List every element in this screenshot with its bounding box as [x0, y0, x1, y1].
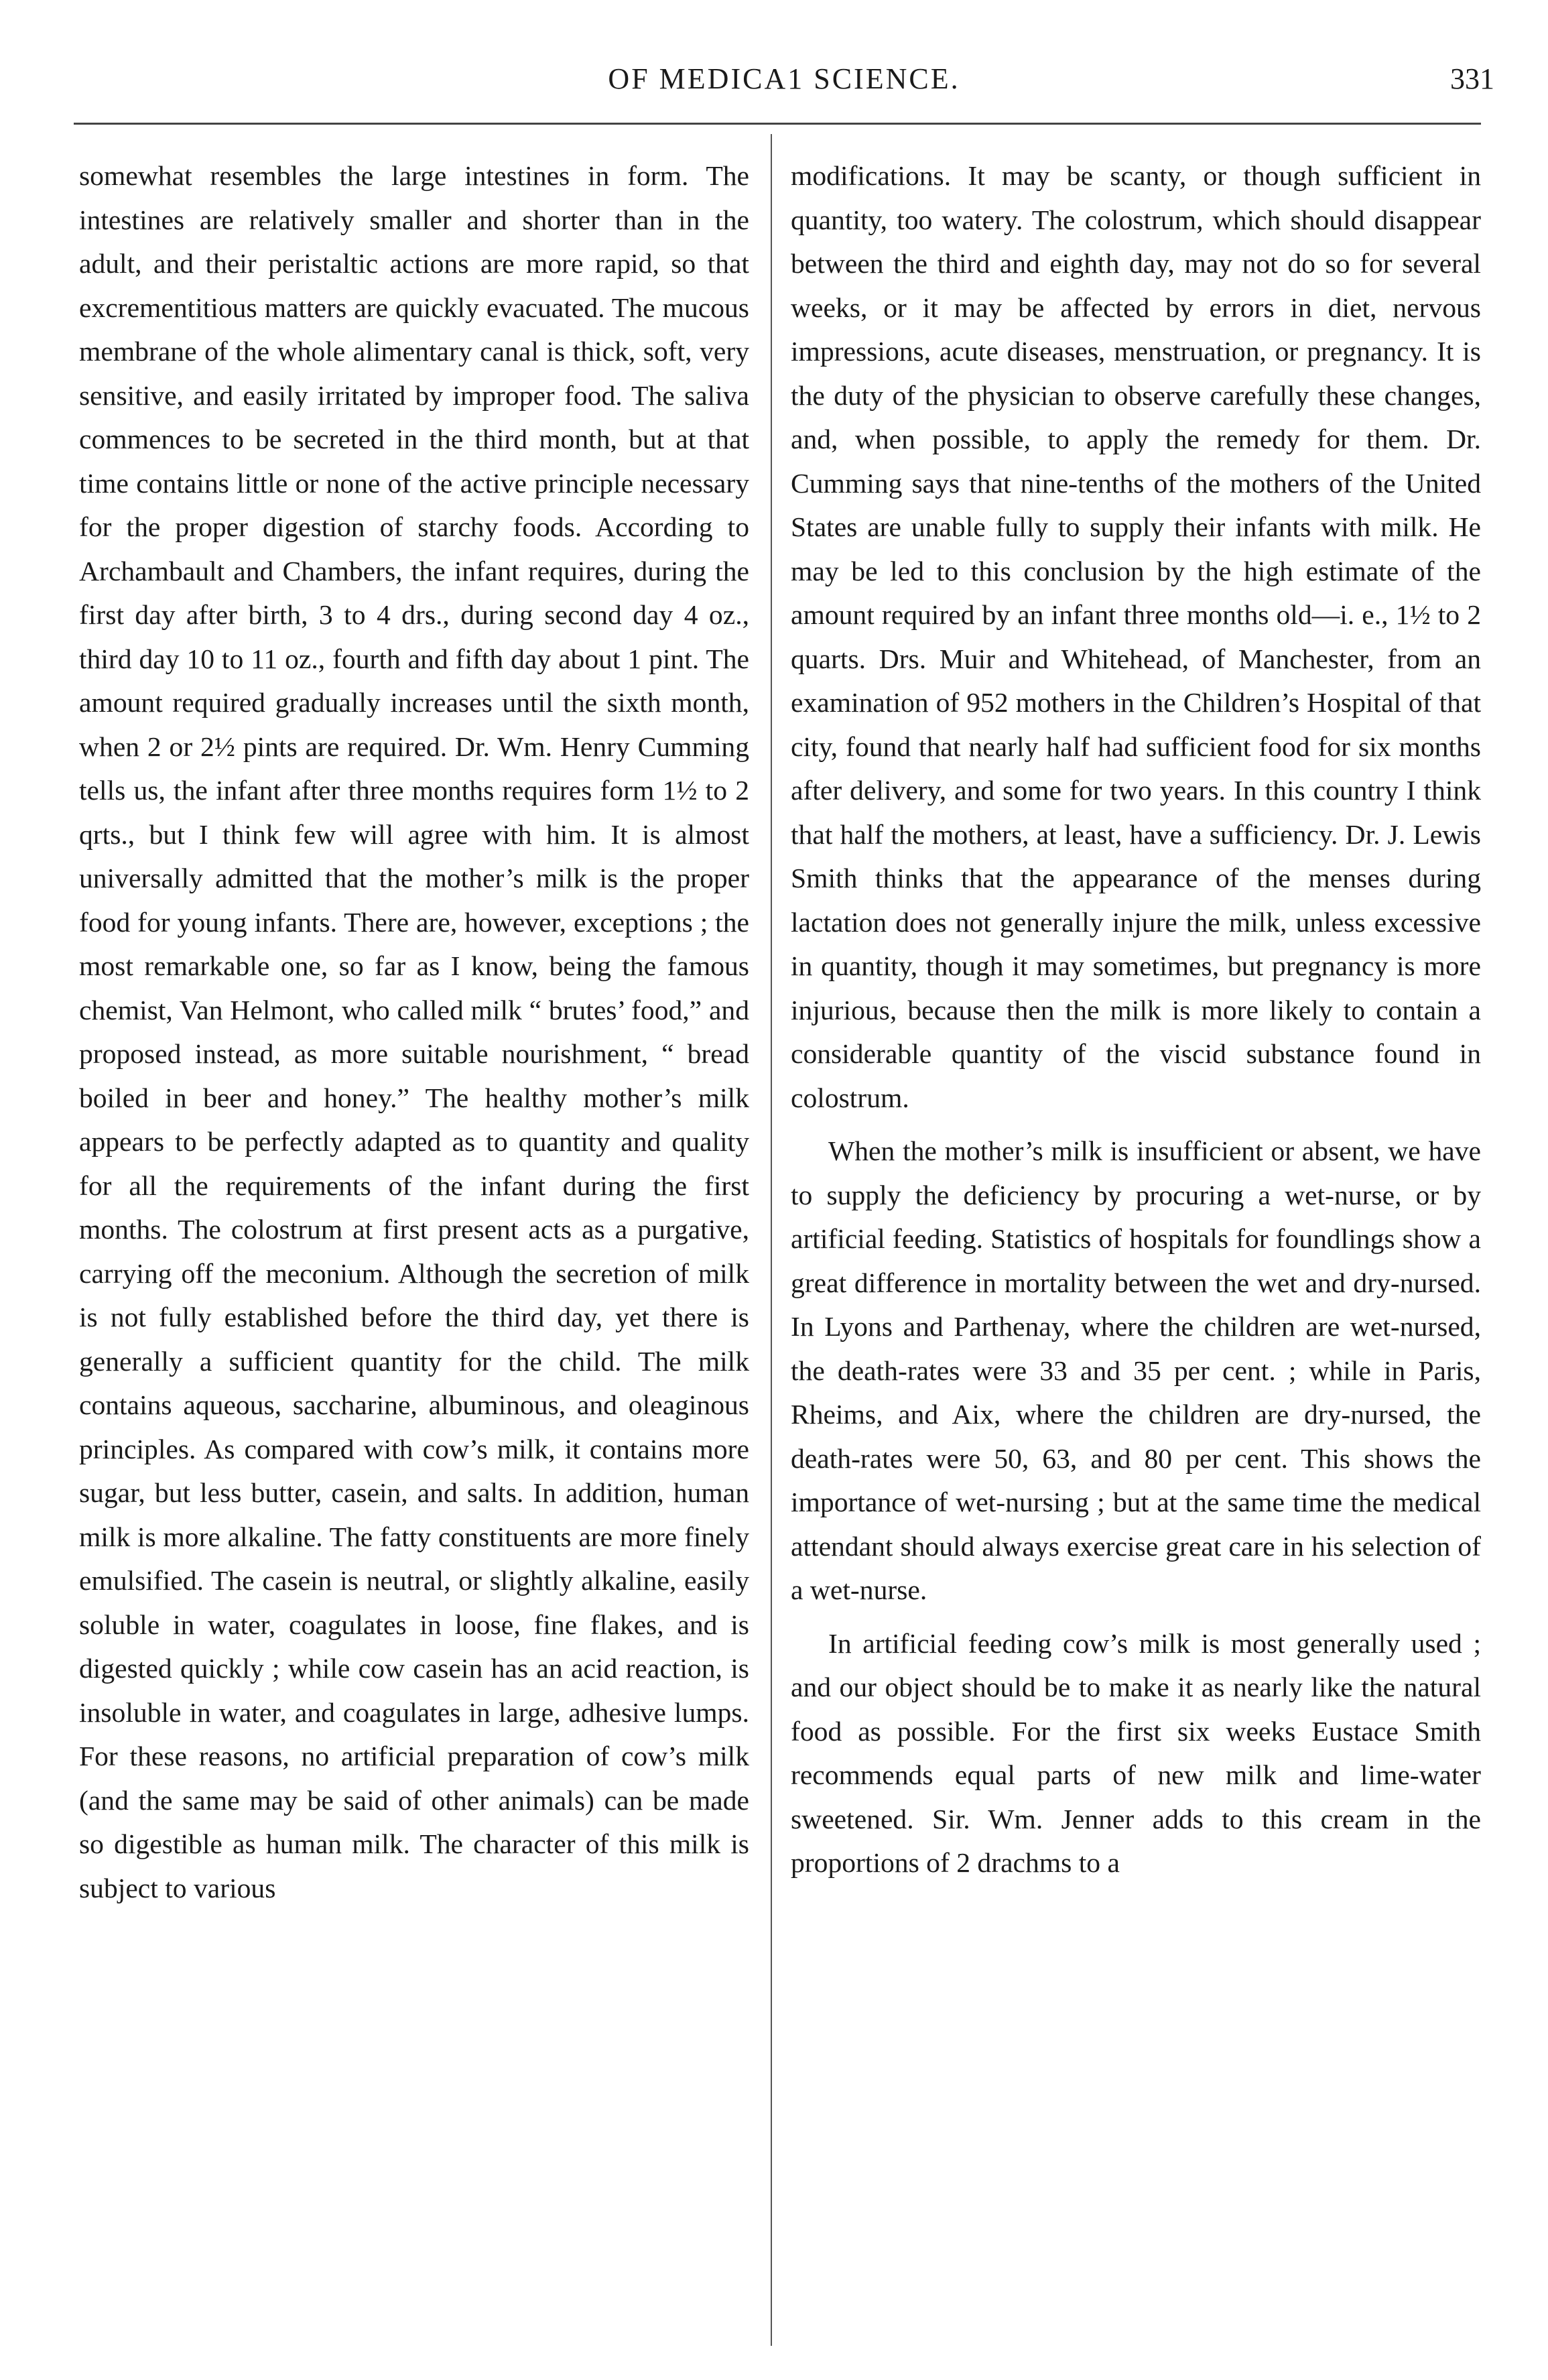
running-head	[74, 62, 1494, 115]
left-column	[79, 154, 749, 1910]
right-paragraph-3: In artificial feeding cow’s milk is most generally used ; and our object should be to make it as nearly like the natural food as possible. For the first six weeks Eustace Smith recommends equal parts of new milk and lime-water sweetened. Sir. Wm. Jenner adds to this cream in the proportions of 2 drachms to a	[791, 1627, 1481, 1878]
right-column	[791, 154, 1481, 1885]
header-rule	[74, 123, 1481, 125]
right-paragraph-1: modifications. It may be scanty, or though sufficient in quantity, too watery. The colostrum, which should disappear between the third and eighth day, may not do so for several weeks, or it may be affected by errors in diet, nervous impressions, acute diseases, menstruation, or pregnancy. It is the duty of the physician to observe carefully these changes, and, when possible, to apply the remedy for them. Dr. Cumming says that nine-tenths of the mothers of the United States are unable fully to supply their infants with milk. He may be led to this conclusion by the high estimate of the amount required by an infant three months old—i. e., 1½ to 2 quarts. Drs. Muir and Whitehead, of Manchester, from an examination of 952 mothers in the Children’s Hospital of that city, found that nearly half had sufficient food for six months after delivery, and some for two years. In this country I think that half the mothers, at least, have a sufficiency. Dr. J. Lewis Smith thinks that the appearance of the menses during lactation does not generally injure the milk, unless excessive in quantity, though it may sometimes, but pregnancy is more injurious, because then the milk is more likely to contain a considerable quantity of the viscid substance found in colostrum.	[791, 160, 1481, 1113]
right-paragraph-2: When the mother’s milk is insufficient or absent, we have to supply the deficiency by procuring a wet-nurse, or by artificial feeding. Statistics of hospitals for foundlings show a great difference in mortality between the wet and dry-nursed. In Lyons and Parthenay, where the children are wet-nursed, the death-rates were 33 and 35 per cent. ; while in Paris, Rheims, and Aix, where the children are dry-nursed, the death-rates were 50, 63, and 80 per cent. This shows the importance of wet-nursing ; but at the same time the medical attendant should always exercise great care in his selection of a wet-nurse.	[791, 1135, 1481, 1605]
running-title: OF MEDICA1 SCIENCE.	[608, 62, 960, 95]
column-divider	[771, 134, 772, 2346]
page-number: 331	[1450, 62, 1494, 95]
left-paragraph-1: somewhat resembles the large intestines in form. The intestines are relatively smaller and shorter than in the adult, and their peristaltic actions are more rapid, so that excrementitious matters are quickly evacuated. The mucous membrane of the whole alimentary canal is thick, soft, very sensitive, and easily irritated by improper food. The saliva commences to be secreted in the third month, but at that time contains little or none of the active principle necessary for the proper digestion of starchy foods. According to Archambault and Chambers, the infant requires, during the first day after birth, 3 to 4 drs., during second day 4 oz., third day 10 to 11 oz., fourth and fifth day about 1 pint. The amount required gradually increases until the sixth month, when 2 or 2½ pints are required. Dr. Wm. Henry Cumming tells us, the infant after three months requires form 1½ to 2 qrts., but I think few will agree with him. It is almost universally admitted that the mother’s milk is the proper food for young infants. There are, however, exceptions ; the most remarkable one, so far as I know, being the famous chemist, Van Helmont, who called milk “ brutes’ food,” and proposed instead, as more suitable nourishment, “ bread boiled in beer and honey.” The healthy mother’s milk appears to be perfectly adapted as to quantity and quality for all the requirements of the infant during the first months. The colostrum at first present acts as a purgative, carrying off the meconium. Although the secretion of milk is not fully established before the third day, yet there is generally a sufficient quantity for the child. The milk contains aqueous, saccharine, albuminous, and oleaginous principles. As compared with cow’s milk, it contains more sugar, but less butter, casein, and salts. In addition, human milk is more alkaline. The fatty constituents are more finely emulsified. The casein is neutral, or slightly alkaline, easily soluble in water, coagulates in loose, fine flakes, and is digested quickly ; while cow casein has an acid reaction, is insoluble in water, and coagulates in large, adhesive lumps. For these reasons, no artificial preparation of cow’s milk (and the same may be said of other animals) can be made so digestible as human milk. The character of this milk is subject to various	[79, 160, 749, 1903]
